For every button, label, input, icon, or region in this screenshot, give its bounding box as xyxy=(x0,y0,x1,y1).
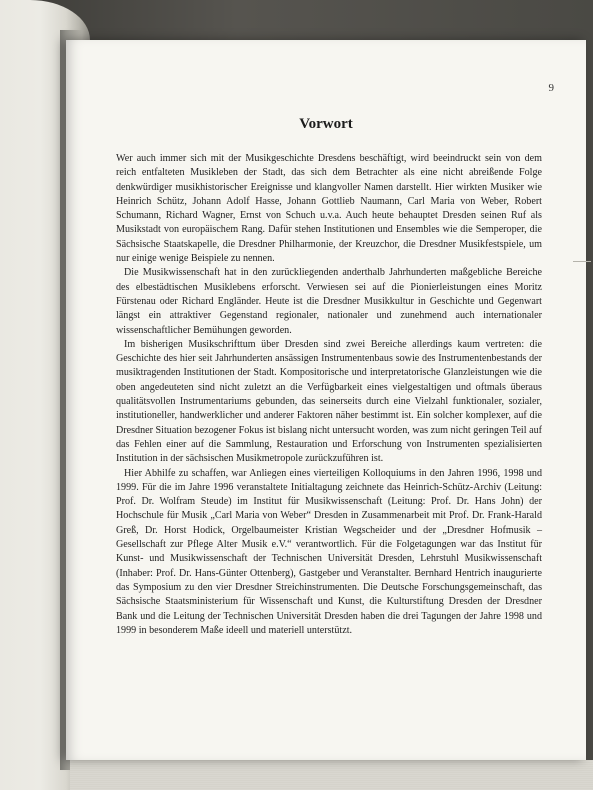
right-page xyxy=(66,40,586,760)
page-title: Vorwort xyxy=(299,116,353,132)
body-text xyxy=(116,152,542,638)
page-stack xyxy=(70,760,593,790)
paragraph: Im bisherigen Musikschrifttum über Dresden sind zwei Bereiche allerdings kaum vertreten: die Geschichte des hier seit Jahrhunderten ansässigen Instrumentenbaus sowie des Instrumentenbestands der musiktragenden Institutionen der Stadt. Kompositorische und interpretatorische Glanzleistungen wie die oben angedeuteten sind nicht zuletzt an die Verfügbarkeit eines vielgestaltigen und oftmals überaus qualitätsvollen Instrumentariums gebunden, das seinerseits durch eine Vielzahl funktionaler, sozialer, institutioneller, handwerklicher und anderer Faktoren näher bestimmt ist. Ein solcher komplexer, auf die Dresdner Situation bezogener Fokus ist bislang nicht untersucht worden, was zum nicht geringen Teil auf das Fehlen einer auf die Sammlung, Restauration und Erforschung von Instrumenten spezialisierten Institution in der sächsischen Musikmetropole zurückzuführen ist. xyxy=(116,338,542,465)
page-edge-mark xyxy=(573,261,591,262)
page-number: 9 xyxy=(548,82,554,94)
paragraph: Wer auch immer sich mit der Musikgeschichte Dresdens beschäftigt, wird beeindruckt sein von dem reich entfalteten Musikleben der Stadt, das sich dem Betrachter als eine nicht abreißende Folge denkwürdiger musikhistorischer Ereignisse und klangvoller Namen darstellt. Hier wirkten Musiker wie Heinrich Schütz, Johann Adolf Hasse, Johann Gottlieb Naumann, Carl Maria von Weber, Robert Schumann, Richard Wagner, Ernst von Schuch u.v.a. Auch heute behauptet Dresden seinen Ruf als Musikstadt von europäischem Rang. Dafür stehen Institutionen und Ensembles wie die Semperoper, die Sächsische Staatskapelle, die Dresdner Philharmonie, der Kreuzchor, die Dresdner Musikfestspiele, um nur einige wenige Beispiele zu nennen. xyxy=(116,153,542,265)
paragraph: Die Musikwissenschaft hat in den zurückliegenden anderthalb Jahrhunderten maßgebliche Bereiche des elbestädtischen Musiklebens erforscht. Verwiesen sei auf die Pionierleistungen eines Moritz Fürstenau oder Richard Engländer. Heute ist die Dresdner Musikkultur in Geschichte und Gegenwart längst ein attraktiver Gegenstand regionaler, nationaler und zunehmend auch internationaler wissenschaftlicher Bemühungen geworden. xyxy=(116,267,542,336)
paragraph: Hier Abhilfe zu schaffen, war Anliegen eines vierteiligen Kolloquiums in den Jahren 1996, 1998 und 1999. Für die im Jahre 1996 veranstaltete Initialtagung zeichnete das Heinrich-Schütz-Archiv (Leitung: Prof. Dr. Wolfram Steude) im Institut für Musikwissenschaft (Leitung: Prof. Dr. Hans John) der Hochschule für Musik „Carl Maria von Weber“ Dresden in Zusammenarbeit mit Prof. Dr. Frank-Harald Greß, Dr. Horst Hodick, Orgelbaumeister Kristian Wegscheider und der „Dresdner Hofmusik – Gesellschaft zur Pflege Alter Musik e.V.“ verantwortlich. Für die Folgetagungen war das Institut für Kunst- und Musikwissenschaft der Technischen Universität Dresden, Lehrstuhl Musikwissenschaft (Inhaber: Prof. Dr. Hans-Günter Ottenberg), Gastgeber und Veranstalter. Bernhard Hentrich inaugurierte das Symposium zu den vier Dresdner Streichinstrumenten. Die Deutsche Forschungsgemeinschaft, das Sächsische Staatsministerium für Wissenschaft und Kunst, die Kulturstiftung Dresden der Dresdner Bank und die Leitung der Technischen Universität Dresden haben die drei Tagungen der Jahre 1998 und 1999 in besonderem Maße ideell und materiell unterstützt. xyxy=(116,467,542,636)
